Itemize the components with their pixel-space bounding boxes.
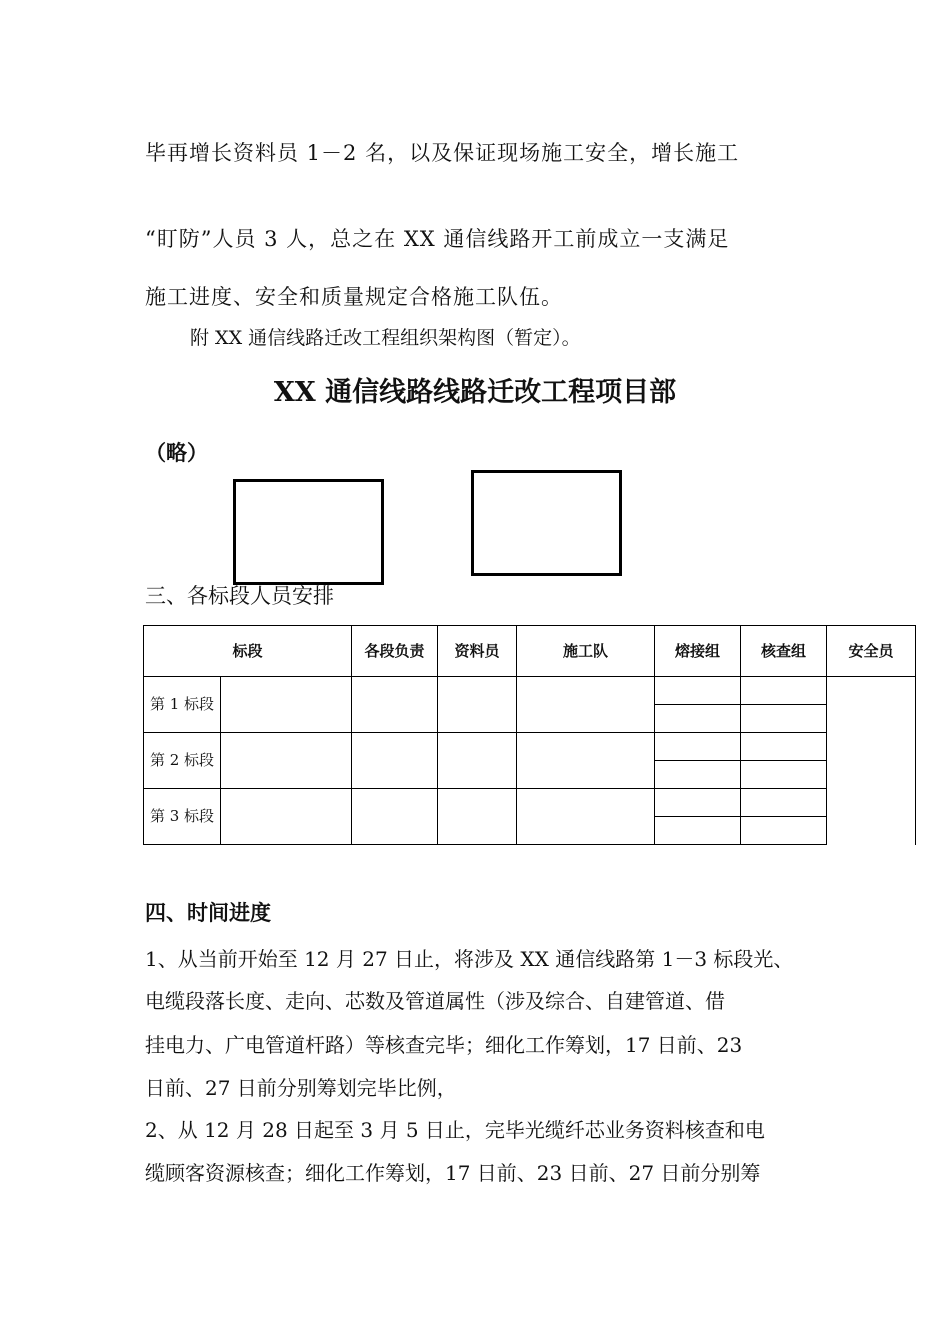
- org-chart-title: XX 通信线路线路迁改工程项目部: [273, 377, 677, 408]
- table-header-row: [144, 626, 916, 677]
- intro-line-1: 毕再增长资料员 1－2 名，以及保证现场施工安全，增长施工: [145, 141, 740, 165]
- staff-arrangement-table: [143, 625, 916, 845]
- table-cell: [655, 677, 741, 705]
- schedule-line-3: 挂电力、广电管道杆路）等核查完毕；细化工作筹划，17 日前、23: [145, 1033, 743, 1057]
- table-cell: [741, 789, 827, 817]
- table-cell: [352, 789, 438, 845]
- table-cell: [221, 789, 352, 845]
- header-inspection-team: 核查组: [741, 626, 827, 677]
- table-cell: [352, 733, 438, 789]
- org-chart-note: 附 XX 通信线路迁改工程组织架构图（暂定）。: [190, 327, 581, 349]
- safety-officer-cell: [827, 677, 916, 845]
- schedule-line-4: 日前、27 日前分别筹划完毕比例，: [145, 1076, 457, 1100]
- header-segment: 标段: [144, 626, 352, 677]
- table-cell: [741, 761, 827, 789]
- table-cell: [517, 677, 655, 733]
- org-chart-box-right: [471, 470, 622, 576]
- intro-line-3: 施工进度、安全和质量规定合格施工队伍。: [145, 285, 563, 309]
- table-cell: [221, 677, 352, 733]
- table-cell: [438, 789, 517, 845]
- table-cell: [517, 789, 655, 845]
- schedule-line-5: 2、从 12 月 28 日起至 3 月 5 日止，完毕光缆纤芯业务资料核查和电: [145, 1118, 765, 1142]
- table-cell: [741, 677, 827, 705]
- header-segment-lead: 各段负责: [352, 626, 438, 677]
- segment-1-label: 第 1 标段: [144, 677, 221, 733]
- org-chart-omitted: （略）: [145, 440, 208, 465]
- header-construction-team: 施工队: [517, 626, 655, 677]
- section-3-heading: 三、各标段人员安排: [145, 584, 334, 608]
- header-archivist: 资料员: [438, 626, 517, 677]
- table-cell: [438, 677, 517, 733]
- segment-3-label: 第 3 标段: [144, 789, 221, 845]
- table-row: [144, 677, 916, 705]
- table-cell: [741, 705, 827, 733]
- table-cell: [741, 817, 827, 845]
- table-cell: [352, 677, 438, 733]
- table-cell: [221, 733, 352, 789]
- table-cell: [438, 733, 517, 789]
- header-splicing-team: 熔接组: [655, 626, 741, 677]
- table-cell: [655, 761, 741, 789]
- table-row: [144, 789, 916, 817]
- table-row: [144, 733, 916, 761]
- table-cell: [517, 733, 655, 789]
- schedule-line-2: 电缆段落长度、走向、芯数及管道属性（涉及综合、自建管道、借: [145, 989, 725, 1013]
- segment-2-label: 第 2 标段: [144, 733, 221, 789]
- table-cell: [655, 789, 741, 817]
- table-cell: [741, 733, 827, 761]
- header-safety-officer: 安全员: [827, 626, 916, 677]
- table-cell: [655, 733, 741, 761]
- schedule-line-1: 1、从当前开始至 12 月 27 日止，将涉及 XX 通信线路第 1－3 标段光、: [145, 947, 794, 971]
- section-4-heading: 四、时间进度: [145, 900, 271, 925]
- schedule-line-6: 缆顾客资源核查；细化工作筹划，17 日前、23 日前、27 日前分别筹: [145, 1161, 761, 1185]
- table-cell: [655, 817, 741, 845]
- table-cell: [655, 705, 741, 733]
- org-chart-box-left: [233, 479, 384, 585]
- intro-line-2: “盯防”人员 3 人，总之在 XX 通信线路开工前成立一支满足: [145, 227, 730, 251]
